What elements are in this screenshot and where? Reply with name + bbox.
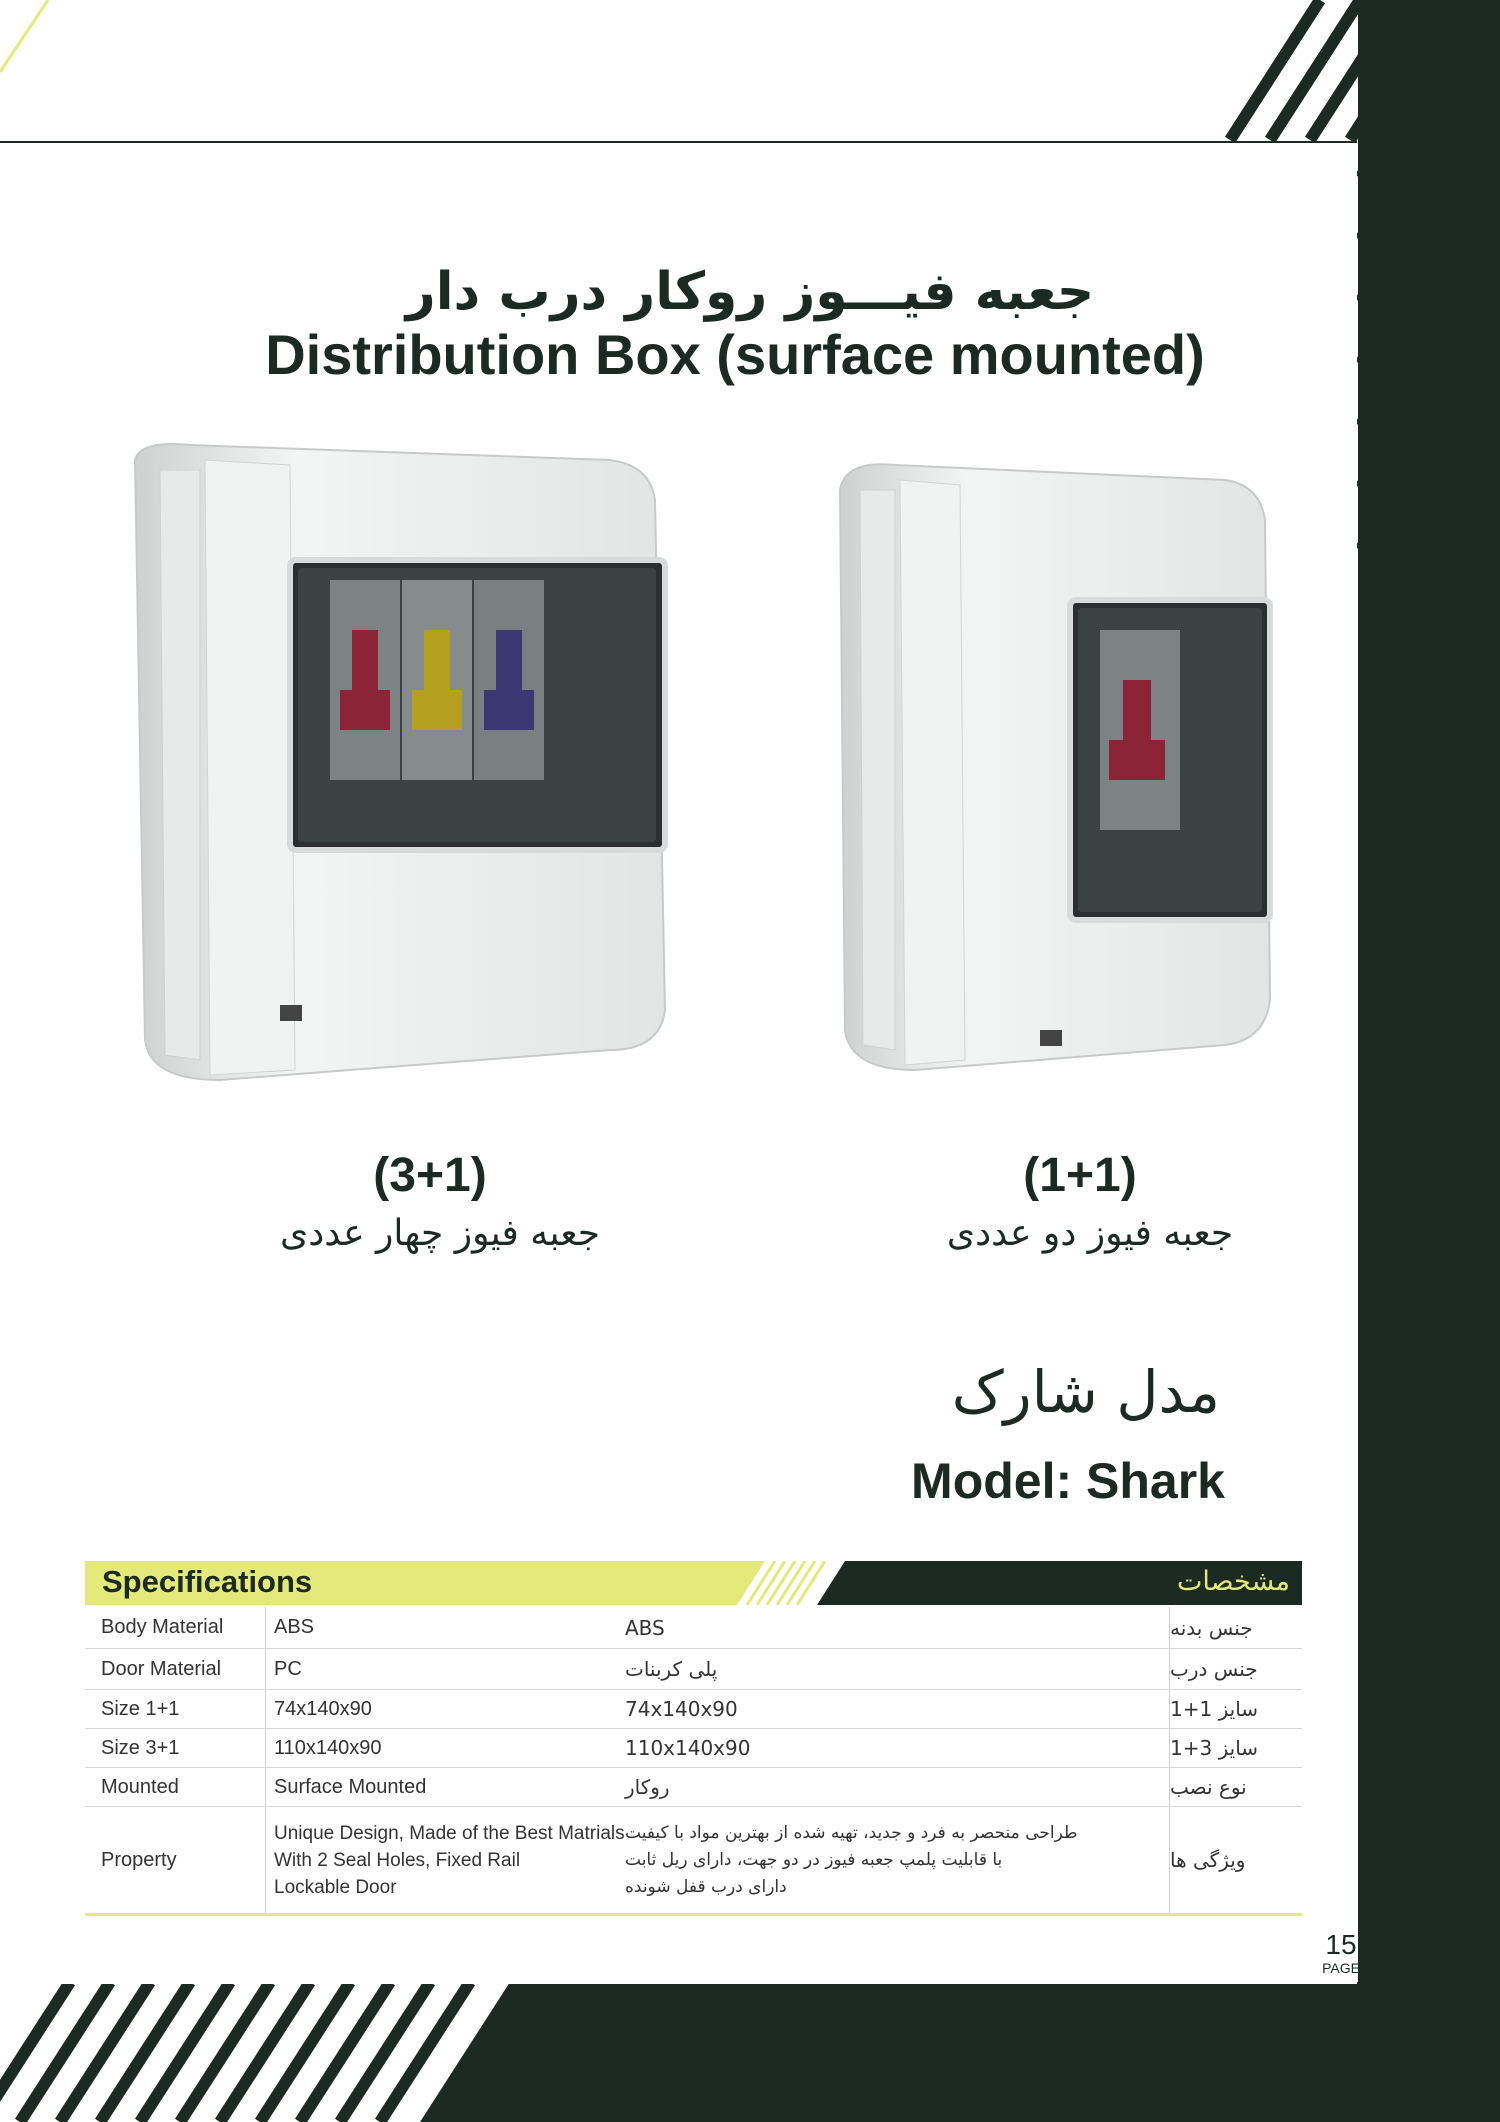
page-label: PAGE [1322, 1960, 1360, 1976]
distribution-box-3plus1-image [130, 440, 730, 1100]
spec-value-fa: 74x140x90 [625, 1697, 738, 1721]
spec-label-fa: سایز 3+1 [1169, 1729, 1308, 1767]
spec-value-fa: ABS [625, 1615, 665, 1640]
spec-value-fa: 110x140x90 [625, 1736, 751, 1760]
spec-table [85, 1607, 1302, 1916]
spec-title-en: Specifications [102, 1564, 313, 1599]
thin-accent-stripe [0, 0, 80, 80]
spec-label-en: Size 3+1 [101, 1736, 180, 1759]
spec-label-en: Property [101, 1848, 177, 1871]
page-title-en: Distribution Box (surface mounted) [265, 323, 1205, 386]
product-3plus1-count: (3+1) [373, 1149, 487, 1202]
spec-value-fa-line: دارای درب قفل شونده [625, 1876, 787, 1897]
product-3plus1-name: جعبه فیوز چهار عددی [280, 1213, 600, 1254]
product-1plus1-name: جعبه فیوز دو عددی [946, 1213, 1234, 1254]
spec-value-en: 74x140x90 [265, 1690, 714, 1728]
spec-value-en: 110x140x90 [265, 1729, 714, 1767]
spec-label-fa: سایز 1+1 [1169, 1690, 1308, 1728]
spec-label-en: Body Material [101, 1616, 224, 1638]
spec-row [85, 1729, 1302, 1768]
spec-label-fa: نوع نصب [1169, 1768, 1308, 1806]
spec-label-en: Size 1+1 [101, 1697, 180, 1720]
spec-label-en: Mounted [101, 1775, 179, 1798]
spec-value-en-line: With 2 Seal Holes, Fixed Rail [274, 1849, 521, 1871]
spec-row [85, 1768, 1302, 1807]
spec-value-fa [625, 1807, 1235, 1913]
spec-value-fa: روکار [625, 1775, 670, 1799]
spec-title-fa: مشخصات [1176, 1566, 1290, 1597]
distribution-box-1plus1-image [835, 460, 1295, 1100]
spec-label-en: Door Material [101, 1657, 222, 1680]
spec-row [85, 1807, 1302, 1916]
model-name-en: Model: Shark [911, 1453, 1225, 1509]
spec-row [85, 1607, 1302, 1649]
page-title-fa: جعبه فیـــوز روکار درب دار [405, 262, 1095, 322]
spec-value-en: Surface Mounted [265, 1768, 714, 1806]
spec-value-fa-line: با قابلیت پلمپ جعبه فیوز در دو جهت، دارای ریل ثابت [625, 1849, 1003, 1870]
page-number [1310, 1930, 1372, 1976]
spec-label-fa: جنس درب [1169, 1649, 1308, 1689]
spec-value-en: PC [265, 1649, 714, 1689]
model-name-fa: مدل شارک [951, 1358, 1220, 1426]
spec-row [85, 1649, 1302, 1690]
spec-value-en-line: Unique Design, Made of the Best Matrials [274, 1822, 625, 1844]
spec-row [85, 1690, 1302, 1729]
spec-value-en-line: Lockable Door [274, 1876, 397, 1898]
product-1plus1-count: (1+1) [1023, 1149, 1137, 1202]
spec-value-en: ABS [265, 1607, 714, 1648]
spec-label-fa: ویژگی ها [1169, 1807, 1308, 1913]
spec-value-fa: پلی کربنات [625, 1657, 718, 1681]
page-number-value: 15 [1325, 1929, 1357, 1960]
diagonal-stripes-bottom [0, 1982, 520, 2122]
spec-label-fa: جنس بدنه [1169, 1607, 1308, 1648]
spec-value-fa-line: طراحی منحصر به فرد و جدید، تهیه شده از بهترین مواد با کیفیت [625, 1822, 1078, 1843]
